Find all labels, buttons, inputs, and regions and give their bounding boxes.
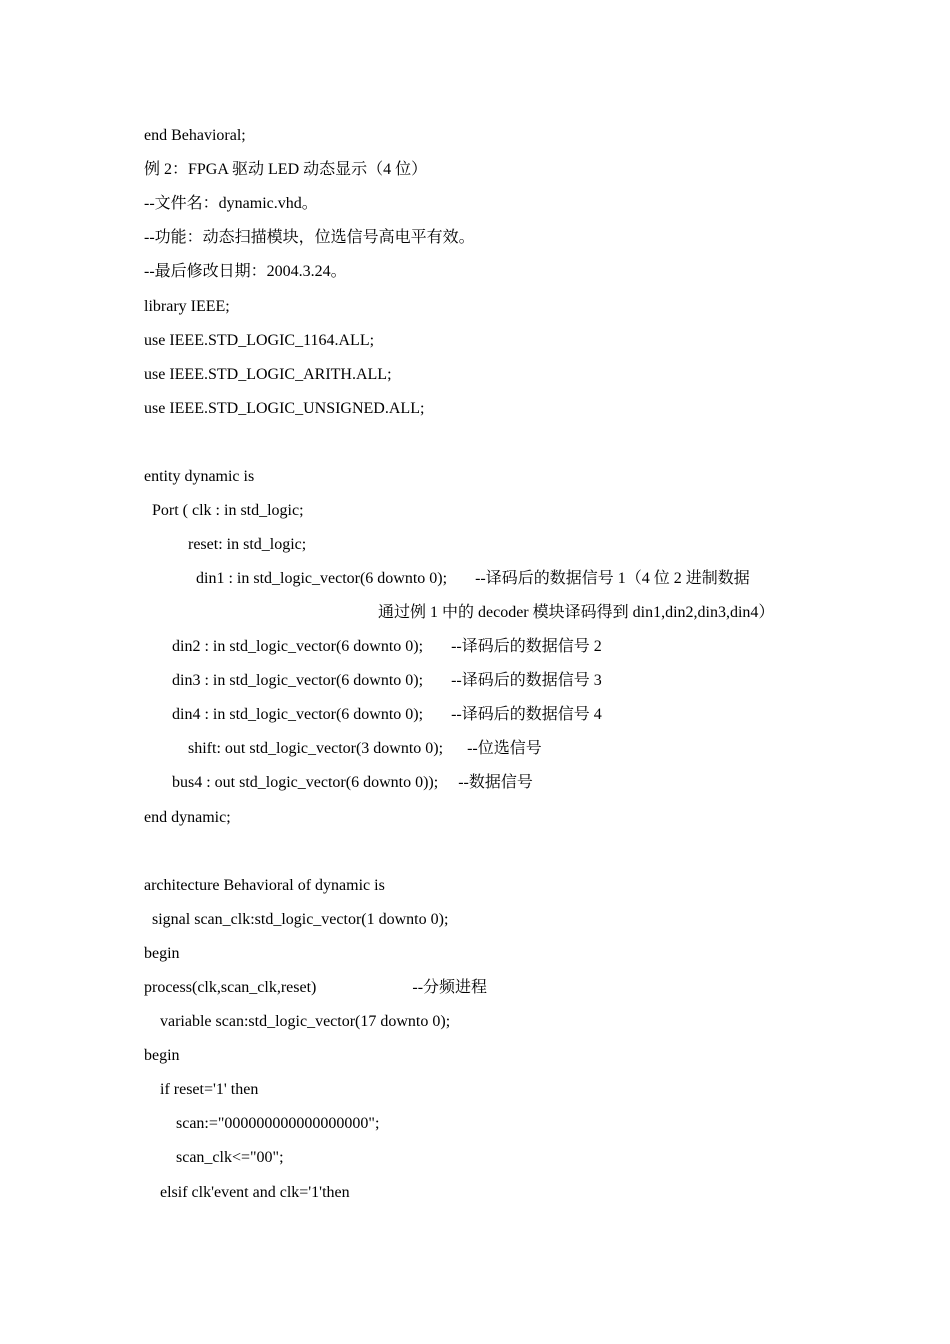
code-line: scan_clk<="00"; xyxy=(144,1149,284,1166)
code-line: scan:="000000000000000000"; xyxy=(144,1115,380,1132)
code-line: library IEEE; xyxy=(144,298,230,315)
code-line: process(clk,scan_clk,reset) --分频进程 xyxy=(144,979,488,996)
code-line: variable scan:std_logic_vector(17 downto 0); xyxy=(144,1013,451,1030)
code-line: din2 : in std_logic_vector(6 downto 0); --译码后的数据信号 2 xyxy=(144,638,602,655)
code-line: end dynamic; xyxy=(144,809,231,826)
code-line: signal scan_clk:std_logic_vector(1 downto 0); xyxy=(144,911,449,928)
example-heading: 例 2：FPGA 驱动 LED 动态显示（4 位） xyxy=(144,161,428,178)
code-line: use IEEE.STD_LOGIC_1164.ALL; xyxy=(144,332,375,349)
code-line: din1 : in std_logic_vector(6 downto 0); --译码后的数据信号 1（4 位 2 进制数据 xyxy=(144,570,750,587)
code-line: Port ( clk : in std_logic; xyxy=(144,502,304,519)
code-line: begin xyxy=(144,945,180,962)
code-line: din4 : in std_logic_vector(6 downto 0); --译码后的数据信号 4 xyxy=(144,706,602,723)
code-line: use IEEE.STD_LOGIC_ARITH.ALL; xyxy=(144,366,392,383)
code-line: begin xyxy=(144,1047,180,1064)
code-line: din3 : in std_logic_vector(6 downto 0); --译码后的数据信号 3 xyxy=(144,672,602,689)
comment-line: --文件名：dynamic.vhd。 xyxy=(144,195,318,212)
code-line: use IEEE.STD_LOGIC_UNSIGNED.ALL; xyxy=(144,400,425,417)
comment-continuation: 通过例 1 中的 decoder 模块译码得到 din1,din2,din3,din4） xyxy=(378,604,775,621)
code-line: if reset='1' then xyxy=(144,1081,259,1098)
comment-line: --最后修改日期：2004.3.24。 xyxy=(144,263,347,280)
code-line: entity dynamic is xyxy=(144,468,255,485)
code-line: reset: in std_logic; xyxy=(144,536,307,553)
code-line: end Behavioral; xyxy=(144,127,246,144)
code-line: bus4 : out std_logic_vector(6 downto 0)); --数据信号 xyxy=(144,774,533,791)
comment-line: --功能：动态扫描模块，位选信号高电平有效。 xyxy=(144,229,475,246)
code-line: architecture Behavioral of dynamic is xyxy=(144,877,385,894)
code-line: elsif clk'event and clk='1'then xyxy=(144,1184,350,1201)
code-line: shift: out std_logic_vector(3 downto 0); --位选信号 xyxy=(144,740,542,757)
